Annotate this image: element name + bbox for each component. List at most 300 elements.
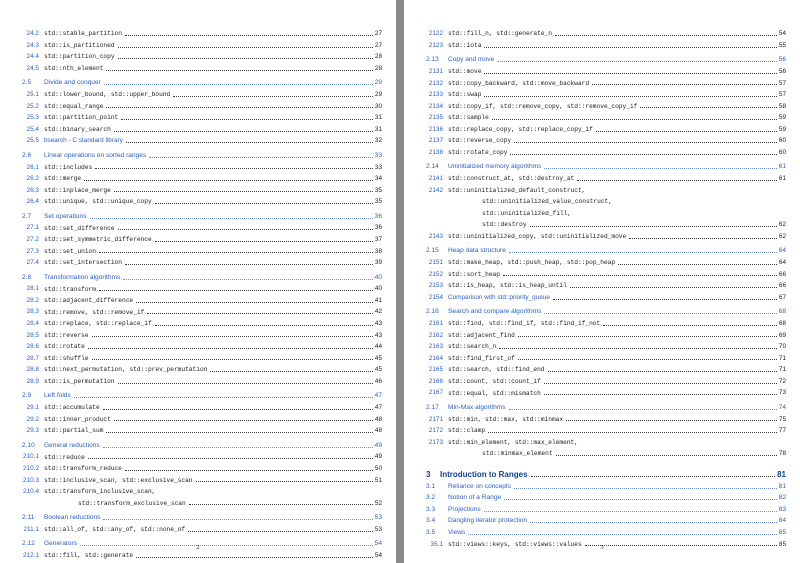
toc-entry-page: 38 bbox=[374, 247, 382, 255]
toc-leader-dots bbox=[126, 142, 373, 143]
toc-entry[interactable] bbox=[426, 182, 786, 194]
toc-leader-dots bbox=[114, 191, 373, 192]
toc-leader-dots bbox=[497, 61, 776, 62]
toc-entry-page: 36 bbox=[374, 224, 382, 232]
toc-leader-dots bbox=[488, 432, 777, 433]
toc-entry-number: 2.14 bbox=[426, 163, 439, 171]
toc-entry[interactable] bbox=[22, 449, 382, 461]
toc-leader-dots bbox=[125, 264, 373, 265]
toc-entry[interactable] bbox=[22, 87, 382, 99]
toc-entry[interactable] bbox=[426, 217, 786, 229]
toc-entry[interactable] bbox=[426, 38, 786, 50]
toc-entry-number: 28.2 bbox=[26, 296, 39, 304]
toc-entry-label: bsearch - C standard library bbox=[44, 137, 123, 145]
toc-leader-dots bbox=[155, 203, 373, 204]
toc-leader-dots bbox=[544, 383, 777, 384]
toc-entry-label: Boolean reductions bbox=[44, 514, 101, 522]
toc-leader-dots bbox=[92, 336, 373, 337]
toc-entry-page: 54 bbox=[374, 552, 382, 560]
toc-entry-number: 24.5 bbox=[26, 64, 39, 72]
toc-right-content bbox=[426, 26, 786, 548]
toc-leader-dots bbox=[503, 275, 777, 276]
toc-entry-number: 212.1 bbox=[23, 552, 39, 560]
toc-entry[interactable] bbox=[22, 362, 382, 374]
toc-leader-dots bbox=[510, 154, 776, 155]
toc-entry[interactable] bbox=[426, 304, 786, 316]
toc-entry-label: std::partition_copy bbox=[44, 53, 115, 61]
toc-entry-label: std::shuffle bbox=[44, 354, 89, 362]
toc-entry-label: std::lower_bound, std::upper_bound bbox=[44, 91, 171, 99]
toc-entry-number: 210.3 bbox=[23, 476, 39, 484]
toc-entry-number: 2171 bbox=[428, 415, 443, 423]
toc-entry-number: 2153 bbox=[428, 282, 443, 290]
toc-entry[interactable] bbox=[426, 479, 786, 491]
toc-entry[interactable] bbox=[426, 145, 786, 157]
toc-entry[interactable] bbox=[426, 490, 786, 502]
toc-entry[interactable] bbox=[22, 484, 382, 496]
toc-entry-label: std::rotate bbox=[44, 343, 85, 351]
toc-entry[interactable] bbox=[426, 351, 786, 363]
toc-entry-page: 55 bbox=[778, 41, 786, 49]
toc-entry[interactable] bbox=[22, 438, 382, 450]
toc-entry[interactable] bbox=[22, 400, 382, 412]
toc-entry-number: 25.2 bbox=[26, 102, 39, 110]
toc-entry-number: 3 bbox=[426, 469, 431, 479]
toc-entry-label: std::inplace_merge bbox=[44, 186, 111, 194]
toc-leader-dots bbox=[147, 313, 373, 314]
toc-entry-number: 25.5 bbox=[26, 137, 39, 145]
toc-entry[interactable] bbox=[426, 110, 786, 122]
toc-leader-dots bbox=[499, 348, 777, 349]
toc-entry-page: 57 bbox=[778, 91, 786, 99]
toc-entry[interactable] bbox=[426, 290, 786, 302]
toc-entry[interactable] bbox=[426, 133, 786, 145]
toc-leader-dots bbox=[84, 180, 373, 181]
toc-entry-page: 61 bbox=[778, 163, 786, 171]
toc-entry-label: Heap data structure bbox=[448, 247, 506, 255]
toc-entry[interactable] bbox=[22, 293, 382, 305]
toc-entry[interactable] bbox=[22, 75, 382, 87]
toc-entry-number: 29.3 bbox=[26, 427, 39, 435]
toc-entry[interactable] bbox=[22, 423, 382, 435]
toc-entry-page: 29 bbox=[374, 91, 382, 99]
toc-entry[interactable] bbox=[22, 411, 382, 423]
toc-entry-page: 30 bbox=[374, 102, 382, 110]
toc-leader-dots bbox=[548, 371, 777, 372]
toc-entry-page: 49 bbox=[374, 441, 382, 449]
toc-leader-dots bbox=[553, 299, 777, 300]
toc-entry[interactable] bbox=[22, 171, 382, 183]
toc-leader-dots bbox=[566, 420, 777, 421]
toc-entry[interactable] bbox=[426, 513, 786, 525]
toc-entry-label: std::min, std::max, std::minmax bbox=[448, 415, 564, 423]
toc-entry-number: 26.3 bbox=[26, 186, 39, 194]
toc-entry[interactable] bbox=[426, 400, 786, 412]
toc-entry-label: std::is_partitioned bbox=[44, 41, 115, 49]
toc-entry-label: Search and compare algorithms bbox=[448, 308, 542, 316]
toc-entry[interactable] bbox=[426, 466, 786, 479]
toc-entry-page: 35 bbox=[374, 198, 382, 206]
toc-entry-label: std::rotate_copy bbox=[448, 149, 508, 156]
toc-entry-label: std::merge bbox=[44, 175, 82, 183]
toc-entry[interactable] bbox=[426, 75, 786, 87]
toc-leader-dots bbox=[581, 443, 784, 444]
toc-leader-dots bbox=[570, 287, 777, 288]
toc-entry[interactable] bbox=[22, 495, 382, 507]
toc-leader-dots bbox=[484, 47, 776, 48]
toc-entry-label: std::inclusive_scan, std::exclusive_scan bbox=[44, 476, 193, 484]
toc-entry-number: 26.2 bbox=[26, 175, 39, 183]
toc-entry-label: std::copy_if, std::remove_copy, std::remove_copy_if bbox=[448, 102, 638, 110]
toc-entry[interactable] bbox=[22, 270, 382, 282]
toc-entry-label: Notion of a Range bbox=[448, 494, 502, 502]
toc-entry-label: Divide and conquer bbox=[44, 79, 101, 87]
toc-entry-number: 28.8 bbox=[26, 366, 39, 374]
toc-entry-number: 2.10 bbox=[22, 441, 35, 449]
toc-leader-dots bbox=[210, 371, 373, 372]
toc-entry-page: 83 bbox=[778, 505, 786, 513]
toc-entry-label: std::stable_partition bbox=[44, 30, 122, 38]
toc-entry[interactable] bbox=[426, 267, 786, 279]
toc-entry-label: std::reverse bbox=[44, 331, 89, 339]
toc-entry-page: 81 bbox=[778, 482, 786, 490]
toc-entry[interactable] bbox=[22, 61, 382, 73]
toc-entry-number: 28.7 bbox=[26, 354, 39, 362]
toc-entry[interactable] bbox=[426, 423, 786, 435]
toc-leader-dots bbox=[603, 325, 777, 326]
toc-entry-page: 74 bbox=[778, 403, 786, 411]
toc-entry[interactable] bbox=[22, 339, 382, 351]
toc-entry[interactable] bbox=[22, 133, 382, 145]
toc-entry-number: 2172 bbox=[428, 427, 443, 435]
toc-leader-dots bbox=[531, 476, 776, 477]
toc-leader-dots bbox=[588, 191, 784, 192]
toc-leader-dots bbox=[74, 397, 373, 398]
toc-leader-dots bbox=[103, 409, 373, 410]
toc-entry-number: 2164 bbox=[428, 354, 443, 362]
toc-entry-page: 81 bbox=[777, 469, 786, 479]
toc-entry-number: 24.3 bbox=[26, 41, 39, 49]
toc-entry-number: 25.3 bbox=[26, 114, 39, 122]
toc-entry-number: 3.3 bbox=[426, 505, 436, 513]
toc-entry-label: Reliance on concepts bbox=[448, 482, 512, 490]
toc-entry-page: 37 bbox=[374, 236, 382, 243]
toc-entry-number: 29.1 bbox=[26, 404, 39, 412]
toc-entry-label: std::is_heap, std::is_heap_until bbox=[448, 282, 567, 290]
toc-entry[interactable] bbox=[426, 64, 786, 76]
toc-entry-page: 57 bbox=[778, 79, 786, 87]
toc-entry-number: 3.1 bbox=[426, 482, 436, 490]
toc-entry-label: std::includes bbox=[44, 163, 93, 171]
toc-leader-dots bbox=[577, 180, 777, 181]
toc-entry-number: 2173 bbox=[428, 438, 443, 446]
toc-leader-dots bbox=[629, 238, 777, 239]
toc-entry[interactable] bbox=[426, 502, 786, 514]
toc-block-gap bbox=[426, 458, 786, 466]
toc-leader-dots bbox=[574, 215, 784, 216]
toc-leader-dots bbox=[106, 70, 372, 71]
toc-leader-dots bbox=[530, 522, 776, 523]
toc-entry[interactable] bbox=[22, 122, 382, 134]
page-left bbox=[0, 0, 396, 563]
toc-leader-dots bbox=[106, 107, 372, 108]
toc-entry[interactable] bbox=[22, 110, 382, 122]
toc-entry-page: 72 bbox=[778, 377, 786, 385]
toc-entry[interactable] bbox=[22, 182, 382, 194]
toc-leader-dots bbox=[592, 84, 777, 85]
toc-entry-label: Introduction to Ranges bbox=[440, 469, 528, 479]
toc-entry[interactable] bbox=[22, 209, 382, 221]
toc-entry-number: 2136 bbox=[428, 125, 443, 133]
toc-leader-dots bbox=[104, 84, 373, 85]
toc-entry[interactable] bbox=[22, 374, 382, 386]
toc-entry-number: 2131 bbox=[428, 67, 443, 75]
toc-leader-dots bbox=[103, 519, 372, 520]
toc-entry-page: 43 bbox=[374, 331, 382, 339]
toc-entry-label: Copy and move bbox=[448, 56, 495, 64]
toc-entry[interactable] bbox=[22, 49, 382, 61]
toc-entry-label: std::clamp bbox=[448, 427, 486, 435]
toc-entry-label: std::find, std::find_if, std::find_if_not bbox=[448, 320, 601, 328]
toc-entry[interactable] bbox=[22, 194, 382, 206]
toc-entry-label: std::reverse_copy bbox=[448, 137, 512, 145]
toc-leader-dots bbox=[149, 157, 372, 158]
toc-entry[interactable] bbox=[426, 98, 786, 110]
toc-entry[interactable] bbox=[22, 304, 382, 316]
toc-entry-page: 71 bbox=[778, 366, 786, 374]
toc-entry[interactable] bbox=[22, 148, 382, 160]
toc-entry-number: 27.1 bbox=[26, 224, 39, 232]
toc-leader-dots bbox=[484, 511, 777, 512]
toc-entry[interactable] bbox=[426, 255, 786, 267]
toc-entry[interactable] bbox=[22, 461, 382, 473]
toc-entry-page: 35 bbox=[374, 186, 382, 194]
toc-entry-page: 43 bbox=[374, 320, 382, 328]
toc-leader-dots bbox=[88, 348, 373, 349]
toc-entry-label: Views bbox=[448, 528, 466, 536]
toc-leader-dots bbox=[188, 531, 373, 532]
toc-entry-label: std::replace, std::replace_if bbox=[44, 320, 152, 328]
toc-entry[interactable] bbox=[426, 229, 786, 241]
toc-leader-dots bbox=[196, 481, 373, 482]
toc-entry-number: 2.15 bbox=[426, 247, 439, 255]
toc-entry-label: std::sample bbox=[448, 114, 489, 122]
toc-leader-dots bbox=[492, 119, 777, 120]
toc-leader-dots bbox=[136, 557, 373, 558]
toc-leader-dots bbox=[95, 168, 373, 169]
toc-entry-page: 56 bbox=[778, 56, 786, 64]
toc-entry[interactable] bbox=[22, 472, 382, 484]
toc-entry[interactable] bbox=[426, 278, 786, 290]
toc-entry-label: std::uninitialized_value_construct, bbox=[482, 198, 612, 206]
page-number-left: 2 bbox=[196, 544, 200, 551]
toc-entry-number: 26.4 bbox=[26, 198, 39, 206]
toc-leader-dots bbox=[514, 488, 777, 489]
toc-entry-page: 36 bbox=[374, 212, 382, 220]
toc-entry[interactable] bbox=[426, 26, 786, 38]
toc-entry-page: 53 bbox=[374, 525, 382, 533]
toc-leader-dots bbox=[640, 107, 777, 108]
toc-entry-label: std::count, std::count_if bbox=[448, 377, 541, 385]
toc-entry-label: std::transform bbox=[44, 285, 96, 293]
toc-entry[interactable] bbox=[426, 194, 786, 206]
toc-entry-number: 2.16 bbox=[426, 308, 439, 316]
toc-entry-page: 54 bbox=[778, 30, 786, 38]
toc-entry-number: 2.11 bbox=[22, 514, 35, 522]
toc-entry-page: 52 bbox=[374, 499, 382, 507]
toc-entry-number: 2.8 bbox=[22, 273, 32, 281]
toc-entry[interactable] bbox=[22, 243, 382, 255]
toc-leader-dots bbox=[114, 420, 373, 421]
toc-leader-dots bbox=[504, 499, 777, 500]
toc-entry-page: 50 bbox=[374, 464, 382, 472]
toc-leader-dots bbox=[118, 58, 373, 59]
toc-entry-number: 2143 bbox=[428, 232, 443, 240]
toc-entry-page: 31 bbox=[374, 125, 382, 133]
toc-entry-page: 40 bbox=[374, 273, 382, 281]
toc-entry-number: 2135 bbox=[428, 114, 443, 122]
toc-entry-label: std::copy_backward, std::move_backward bbox=[448, 79, 590, 87]
toc-entry-page: 59 bbox=[778, 114, 786, 122]
toc-entry[interactable] bbox=[426, 206, 786, 218]
toc-entry[interactable] bbox=[426, 339, 786, 351]
toc-entry[interactable] bbox=[426, 435, 786, 447]
toc-entry-number: 2.9 bbox=[22, 392, 32, 400]
toc-entry[interactable] bbox=[22, 232, 382, 244]
toc-entry-label: std::swap bbox=[448, 91, 482, 99]
toc-entry-label: std::destroy bbox=[482, 221, 527, 229]
toc-leader-dots bbox=[509, 409, 777, 410]
toc-entry-page: 56 bbox=[778, 67, 786, 75]
toc-entry-page: 62 bbox=[778, 232, 786, 240]
toc-entry[interactable] bbox=[426, 525, 786, 537]
toc-entry[interactable] bbox=[426, 122, 786, 134]
toc-leader-dots bbox=[90, 218, 373, 219]
toc-entry[interactable] bbox=[22, 388, 382, 400]
toc-entry-page: 29 bbox=[374, 79, 382, 87]
toc-entry-label: std::set_difference bbox=[44, 224, 115, 232]
toc-entry-label: General reductions bbox=[44, 441, 100, 449]
toc-entry-number: 35.1 bbox=[430, 540, 443, 548]
toc-entry-label: Left folds bbox=[44, 392, 71, 400]
toc-leader-dots bbox=[544, 394, 777, 395]
toc-entry-label: std::fill, std::generate bbox=[44, 552, 134, 560]
toc-entry[interactable] bbox=[22, 316, 382, 328]
toc-entry-label: std::find_first_of bbox=[448, 354, 515, 362]
toc-entry-label: std::min_element, std::max_element, bbox=[448, 438, 578, 446]
toc-entry[interactable] bbox=[22, 38, 382, 50]
toc-entry-number: 2151 bbox=[428, 259, 443, 267]
toc-entry[interactable] bbox=[22, 327, 382, 339]
toc-entry-label: std::set_intersection bbox=[44, 259, 122, 267]
toc-entry[interactable] bbox=[426, 171, 786, 183]
toc-entry-number: 2167 bbox=[428, 389, 443, 397]
toc-entry-label: std::transform_inclusive_scan, bbox=[44, 488, 156, 496]
toc-entry[interactable] bbox=[22, 159, 382, 171]
toc-entry[interactable] bbox=[22, 281, 382, 293]
toc-entry-page: 64 bbox=[778, 247, 786, 255]
toc-entry[interactable] bbox=[426, 52, 786, 64]
toc-entry[interactable] bbox=[426, 159, 786, 171]
toc-leader-dots bbox=[103, 447, 373, 448]
toc-entry-label: std::nth_element bbox=[44, 64, 104, 72]
toc-entry-page: 49 bbox=[374, 453, 382, 461]
toc-entry-label: std::move bbox=[448, 68, 482, 76]
toc-entry[interactable] bbox=[426, 327, 786, 339]
toc-entry[interactable] bbox=[22, 351, 382, 363]
toc-entry-label: std::equal, std::mismatch bbox=[448, 389, 541, 397]
toc-entry-label: std::replace_copy, std::replace_copy_if bbox=[448, 125, 593, 133]
toc-entry-page: 61 bbox=[778, 175, 786, 183]
toc-entry[interactable] bbox=[426, 362, 786, 374]
toc-entry-page: 62 bbox=[778, 221, 786, 229]
toc-entry[interactable] bbox=[22, 522, 382, 534]
toc-entry[interactable] bbox=[22, 220, 382, 232]
toc-entry-number: 2.17 bbox=[426, 403, 439, 411]
toc-entry[interactable] bbox=[22, 98, 382, 110]
toc-entry[interactable] bbox=[426, 446, 786, 458]
toc-entry-page: 51 bbox=[374, 476, 382, 484]
toc-entry-number: 2.6 bbox=[22, 151, 32, 159]
toc-entry-page: 64 bbox=[778, 259, 786, 267]
toc-entry-number: 29.2 bbox=[26, 415, 39, 423]
toc-leader-dots bbox=[123, 279, 372, 280]
toc-entry-label: std::is_permutation bbox=[44, 377, 115, 385]
toc-entry[interactable] bbox=[426, 87, 786, 99]
toc-entry-label: std::binary_search bbox=[44, 125, 111, 133]
toc-entry-page: 78 bbox=[778, 450, 786, 458]
toc-entry[interactable] bbox=[426, 243, 786, 255]
toc-entry-number: 210.2 bbox=[23, 464, 39, 472]
toc-entry-number: 2123 bbox=[428, 41, 443, 49]
toc-entry-number: 2134 bbox=[428, 102, 443, 110]
toc-entry[interactable] bbox=[22, 510, 382, 522]
toc-entry-number: 24.2 bbox=[26, 30, 39, 38]
toc-leader-dots bbox=[106, 432, 372, 433]
toc-leader-dots bbox=[484, 73, 776, 74]
toc-entry-number: 2132 bbox=[428, 79, 443, 87]
toc-entry-label: std::partial_sum bbox=[44, 427, 104, 435]
toc-leader-dots bbox=[125, 35, 373, 36]
page-right bbox=[404, 0, 800, 563]
toc-entry-page: 44 bbox=[374, 343, 382, 351]
toc-entry[interactable] bbox=[22, 26, 382, 38]
toc-entry-page: 33 bbox=[374, 151, 382, 159]
toc-entry-number: 2.12 bbox=[22, 540, 35, 548]
toc-entry-page: 54 bbox=[374, 540, 382, 548]
toc-entry-number: 2152 bbox=[428, 270, 443, 278]
toc-entry-page: 46 bbox=[374, 377, 382, 385]
toc-entry-label: Projections bbox=[448, 505, 481, 513]
toc-entry-label: std::minmax_element bbox=[482, 450, 553, 458]
toc-leader-dots bbox=[189, 504, 373, 505]
toc-entry-number: 28.1 bbox=[26, 285, 39, 293]
toc-entry[interactable] bbox=[22, 255, 382, 267]
toc-entry-number: 25.1 bbox=[26, 91, 39, 99]
toc-leader-dots bbox=[99, 290, 373, 291]
toc-entry[interactable] bbox=[426, 374, 786, 386]
toc-leader-dots bbox=[114, 131, 373, 132]
toc-entry-number: 2.13 bbox=[426, 56, 439, 64]
toc-entry-label: Min-Max algorithms bbox=[448, 403, 506, 411]
toc-entry[interactable] bbox=[426, 316, 786, 328]
toc-entry-page: 31 bbox=[374, 114, 382, 122]
toc-entry-label: std::all_of, std::any_of, std::none_of bbox=[44, 526, 186, 534]
toc-entry-page: 66 bbox=[778, 270, 786, 278]
toc-entry[interactable] bbox=[426, 411, 786, 423]
toc-entry[interactable] bbox=[426, 385, 786, 397]
toc-entry-page: 48 bbox=[374, 427, 382, 435]
